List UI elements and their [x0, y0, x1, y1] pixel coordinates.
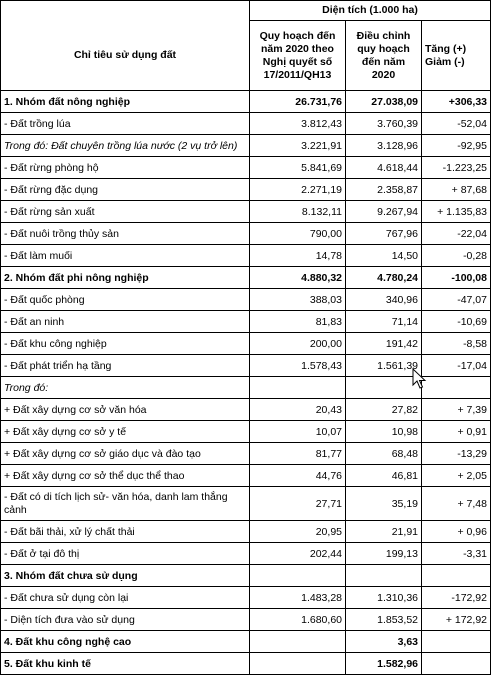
- change-value: -52,04: [422, 113, 491, 135]
- mouse-pointer-icon: [412, 368, 426, 390]
- row-label: 1. Nhóm đất nông nghiệp: [1, 91, 250, 113]
- row-label: - Đất trồng lúa: [1, 113, 250, 135]
- plan-2020-value: 10,07: [250, 421, 346, 443]
- adjusted-2020-value: 9.267,94: [346, 201, 422, 223]
- change-value: [422, 631, 491, 653]
- row-label: - Diện tích đưa vào sử dụng: [1, 609, 250, 631]
- plan-2020-value: 200,00: [250, 333, 346, 355]
- row-label: + Đất xây dựng cơ sở y tế: [1, 421, 250, 443]
- plan-2020-value: [250, 631, 346, 653]
- adjusted-2020-value: [346, 377, 422, 399]
- change-value: + 1.135,83: [422, 201, 491, 223]
- change-value: -13,29: [422, 443, 491, 465]
- plan-2020-value: 4.880,32: [250, 267, 346, 289]
- table-row: [1, 289, 491, 311]
- row-label: 2. Nhóm đất phi nông nghiệp: [1, 267, 250, 289]
- change-value: -47,07: [422, 289, 491, 311]
- change-value: -3,31: [422, 543, 491, 565]
- change-value: -22,04: [422, 223, 491, 245]
- table-row: [1, 653, 491, 675]
- row-label: - Đất quốc phòng: [1, 289, 250, 311]
- plan-2020-value: [250, 565, 346, 587]
- change-value: + 87,68: [422, 179, 491, 201]
- change-value: [422, 653, 491, 675]
- row-label: - Đất bãi thải, xử lý chất thải: [1, 521, 250, 543]
- plan-2020-value: 27,71: [250, 487, 346, 521]
- plan-2020-value: 3.812,43: [250, 113, 346, 135]
- table-row: [1, 223, 491, 245]
- row-label: - Đất làm muối: [1, 245, 250, 267]
- adjusted-2020-value: 199,13: [346, 543, 422, 565]
- adjusted-2020-value: 10,98: [346, 421, 422, 443]
- row-label: + Đất xây dựng cơ sở thể dục thể thao: [1, 465, 250, 487]
- table-row: [1, 399, 491, 421]
- plan-2020-value: 202,44: [250, 543, 346, 565]
- adjusted-2020-value: 14,50: [346, 245, 422, 267]
- table-row: [1, 113, 491, 135]
- table-row: [1, 311, 491, 333]
- header-indicator: Chỉ tiêu sử dụng đất: [1, 21, 250, 91]
- table-row: [1, 631, 491, 653]
- adjusted-2020-value: 27,82: [346, 399, 422, 421]
- adjusted-2020-value: [346, 565, 422, 587]
- adjusted-2020-value: 1.582,96: [346, 653, 422, 675]
- table-row: [1, 245, 491, 267]
- change-value: -172,92: [422, 587, 491, 609]
- table-row: [1, 543, 491, 565]
- adjusted-2020-value: 2.358,87: [346, 179, 422, 201]
- adjusted-2020-value: 27.038,09: [346, 91, 422, 113]
- row-label: - Đất an ninh: [1, 311, 250, 333]
- row-label: 5. Đất khu kinh tế: [1, 653, 250, 675]
- adjusted-2020-value: 1.853,52: [346, 609, 422, 631]
- change-value: [422, 565, 491, 587]
- plan-2020-value: 388,03: [250, 289, 346, 311]
- plan-2020-value: 3.221,91: [250, 135, 346, 157]
- plan-2020-value: 20,43: [250, 399, 346, 421]
- adjusted-2020-value: 3.128,96: [346, 135, 422, 157]
- row-label: - Đất rừng đặc dụng: [1, 179, 250, 201]
- plan-2020-value: 1.680,60: [250, 609, 346, 631]
- plan-2020-value: 81,83: [250, 311, 346, 333]
- row-label: - Đất rừng sản xuất: [1, 201, 250, 223]
- change-value: -8,58: [422, 333, 491, 355]
- row-label: - Đất phát triển hạ tầng: [1, 355, 250, 377]
- adjusted-2020-value: 3,63: [346, 631, 422, 653]
- row-label: 3. Nhóm đất chưa sử dụng: [1, 565, 250, 587]
- adjusted-2020-value: 3.760,39: [346, 113, 422, 135]
- change-value: -92,95: [422, 135, 491, 157]
- table-row: [1, 609, 491, 631]
- table-row: [1, 201, 491, 223]
- row-label: - Đất chưa sử dụng còn lại: [1, 587, 250, 609]
- adjusted-2020-value: 71,14: [346, 311, 422, 333]
- row-label: - Đất rừng phòng hộ: [1, 157, 250, 179]
- plan-2020-value: 790,00: [250, 223, 346, 245]
- plan-2020-value: 8.132,11: [250, 201, 346, 223]
- adjusted-2020-value: 21,91: [346, 521, 422, 543]
- table-row: [1, 135, 491, 157]
- change-value: + 2,05: [422, 465, 491, 487]
- table-row: [1, 333, 491, 355]
- plan-2020-value: 1.483,28: [250, 587, 346, 609]
- plan-2020-value: 1.578,43: [250, 355, 346, 377]
- change-value: -0,28: [422, 245, 491, 267]
- header-change: Tăng (+) Giảm (-): [422, 21, 491, 91]
- plan-2020-value: 2.271,19: [250, 179, 346, 201]
- plan-2020-value: 26.731,76: [250, 91, 346, 113]
- header-area-group: Diện tích (1.000 ha): [250, 1, 491, 21]
- table-row: [1, 487, 491, 521]
- row-label: + Đất xây dựng cơ sở giáo dục và đào tạo: [1, 443, 250, 465]
- plan-2020-value: 20,95: [250, 521, 346, 543]
- change-value: -10,69: [422, 311, 491, 333]
- table-row: [1, 565, 491, 587]
- table-row: [1, 465, 491, 487]
- table-row: [1, 443, 491, 465]
- adjusted-2020-value: 35,19: [346, 487, 422, 521]
- row-label: - Đất nuôi trồng thủy sản: [1, 223, 250, 245]
- row-label: Trong đó:: [1, 377, 250, 399]
- header-row-top: [1, 1, 491, 21]
- adjusted-2020-value: 68,48: [346, 443, 422, 465]
- row-label: - Đất có di tích lịch sử- văn hóa, danh lam thắng cảnh: [1, 487, 250, 521]
- table-row: [1, 157, 491, 179]
- table-row: [1, 91, 491, 113]
- adjusted-2020-value: 4.618,44: [346, 157, 422, 179]
- row-label: + Đất xây dựng cơ sở văn hóa: [1, 399, 250, 421]
- adjusted-2020-value: 340,96: [346, 289, 422, 311]
- adjusted-2020-value: 4.780,24: [346, 267, 422, 289]
- adjusted-2020-value: 767,96: [346, 223, 422, 245]
- row-label: 4. Đất khu công nghệ cao: [1, 631, 250, 653]
- header-empty-cell: [1, 1, 250, 21]
- plan-2020-value: [250, 377, 346, 399]
- change-value: + 0,91: [422, 421, 491, 443]
- row-label: - Đất khu công nghiệp: [1, 333, 250, 355]
- change-value: -100,08: [422, 267, 491, 289]
- adjusted-2020-value: 1.310,36: [346, 587, 422, 609]
- row-label: - Đất ở tại đô thị: [1, 543, 250, 565]
- table-row: [1, 521, 491, 543]
- change-value: [422, 377, 491, 399]
- row-label: Trong đó: Đất chuyên trồng lúa nước (2 vụ trở lên): [1, 135, 250, 157]
- change-value: + 7,48: [422, 487, 491, 521]
- header-row-bottom: [1, 21, 491, 91]
- header-adjusted-2020: Điều chỉnh quy hoạch đến năm 2020: [346, 21, 422, 91]
- plan-2020-value: 44,76: [250, 465, 346, 487]
- header-plan-2020: Quy hoạch đến năm 2020 theo Nghị quyết số 17/2011/QH13: [250, 21, 346, 91]
- change-value: +306,33: [422, 91, 491, 113]
- adjusted-2020-value: 1.561,39: [346, 355, 422, 377]
- adjusted-2020-value: 191,42: [346, 333, 422, 355]
- plan-2020-value: 5.841,69: [250, 157, 346, 179]
- change-value: -17,04: [422, 355, 491, 377]
- plan-2020-value: 14,78: [250, 245, 346, 267]
- change-value: -1.223,25: [422, 157, 491, 179]
- table-row: [1, 587, 491, 609]
- change-value: + 7,39: [422, 399, 491, 421]
- table-row: [1, 179, 491, 201]
- table-row: [1, 267, 491, 289]
- change-value: + 172,92: [422, 609, 491, 631]
- plan-2020-value: 81,77: [250, 443, 346, 465]
- plan-2020-value: [250, 653, 346, 675]
- adjusted-2020-value: 46,81: [346, 465, 422, 487]
- change-value: + 0,96: [422, 521, 491, 543]
- table-row: [1, 421, 491, 443]
